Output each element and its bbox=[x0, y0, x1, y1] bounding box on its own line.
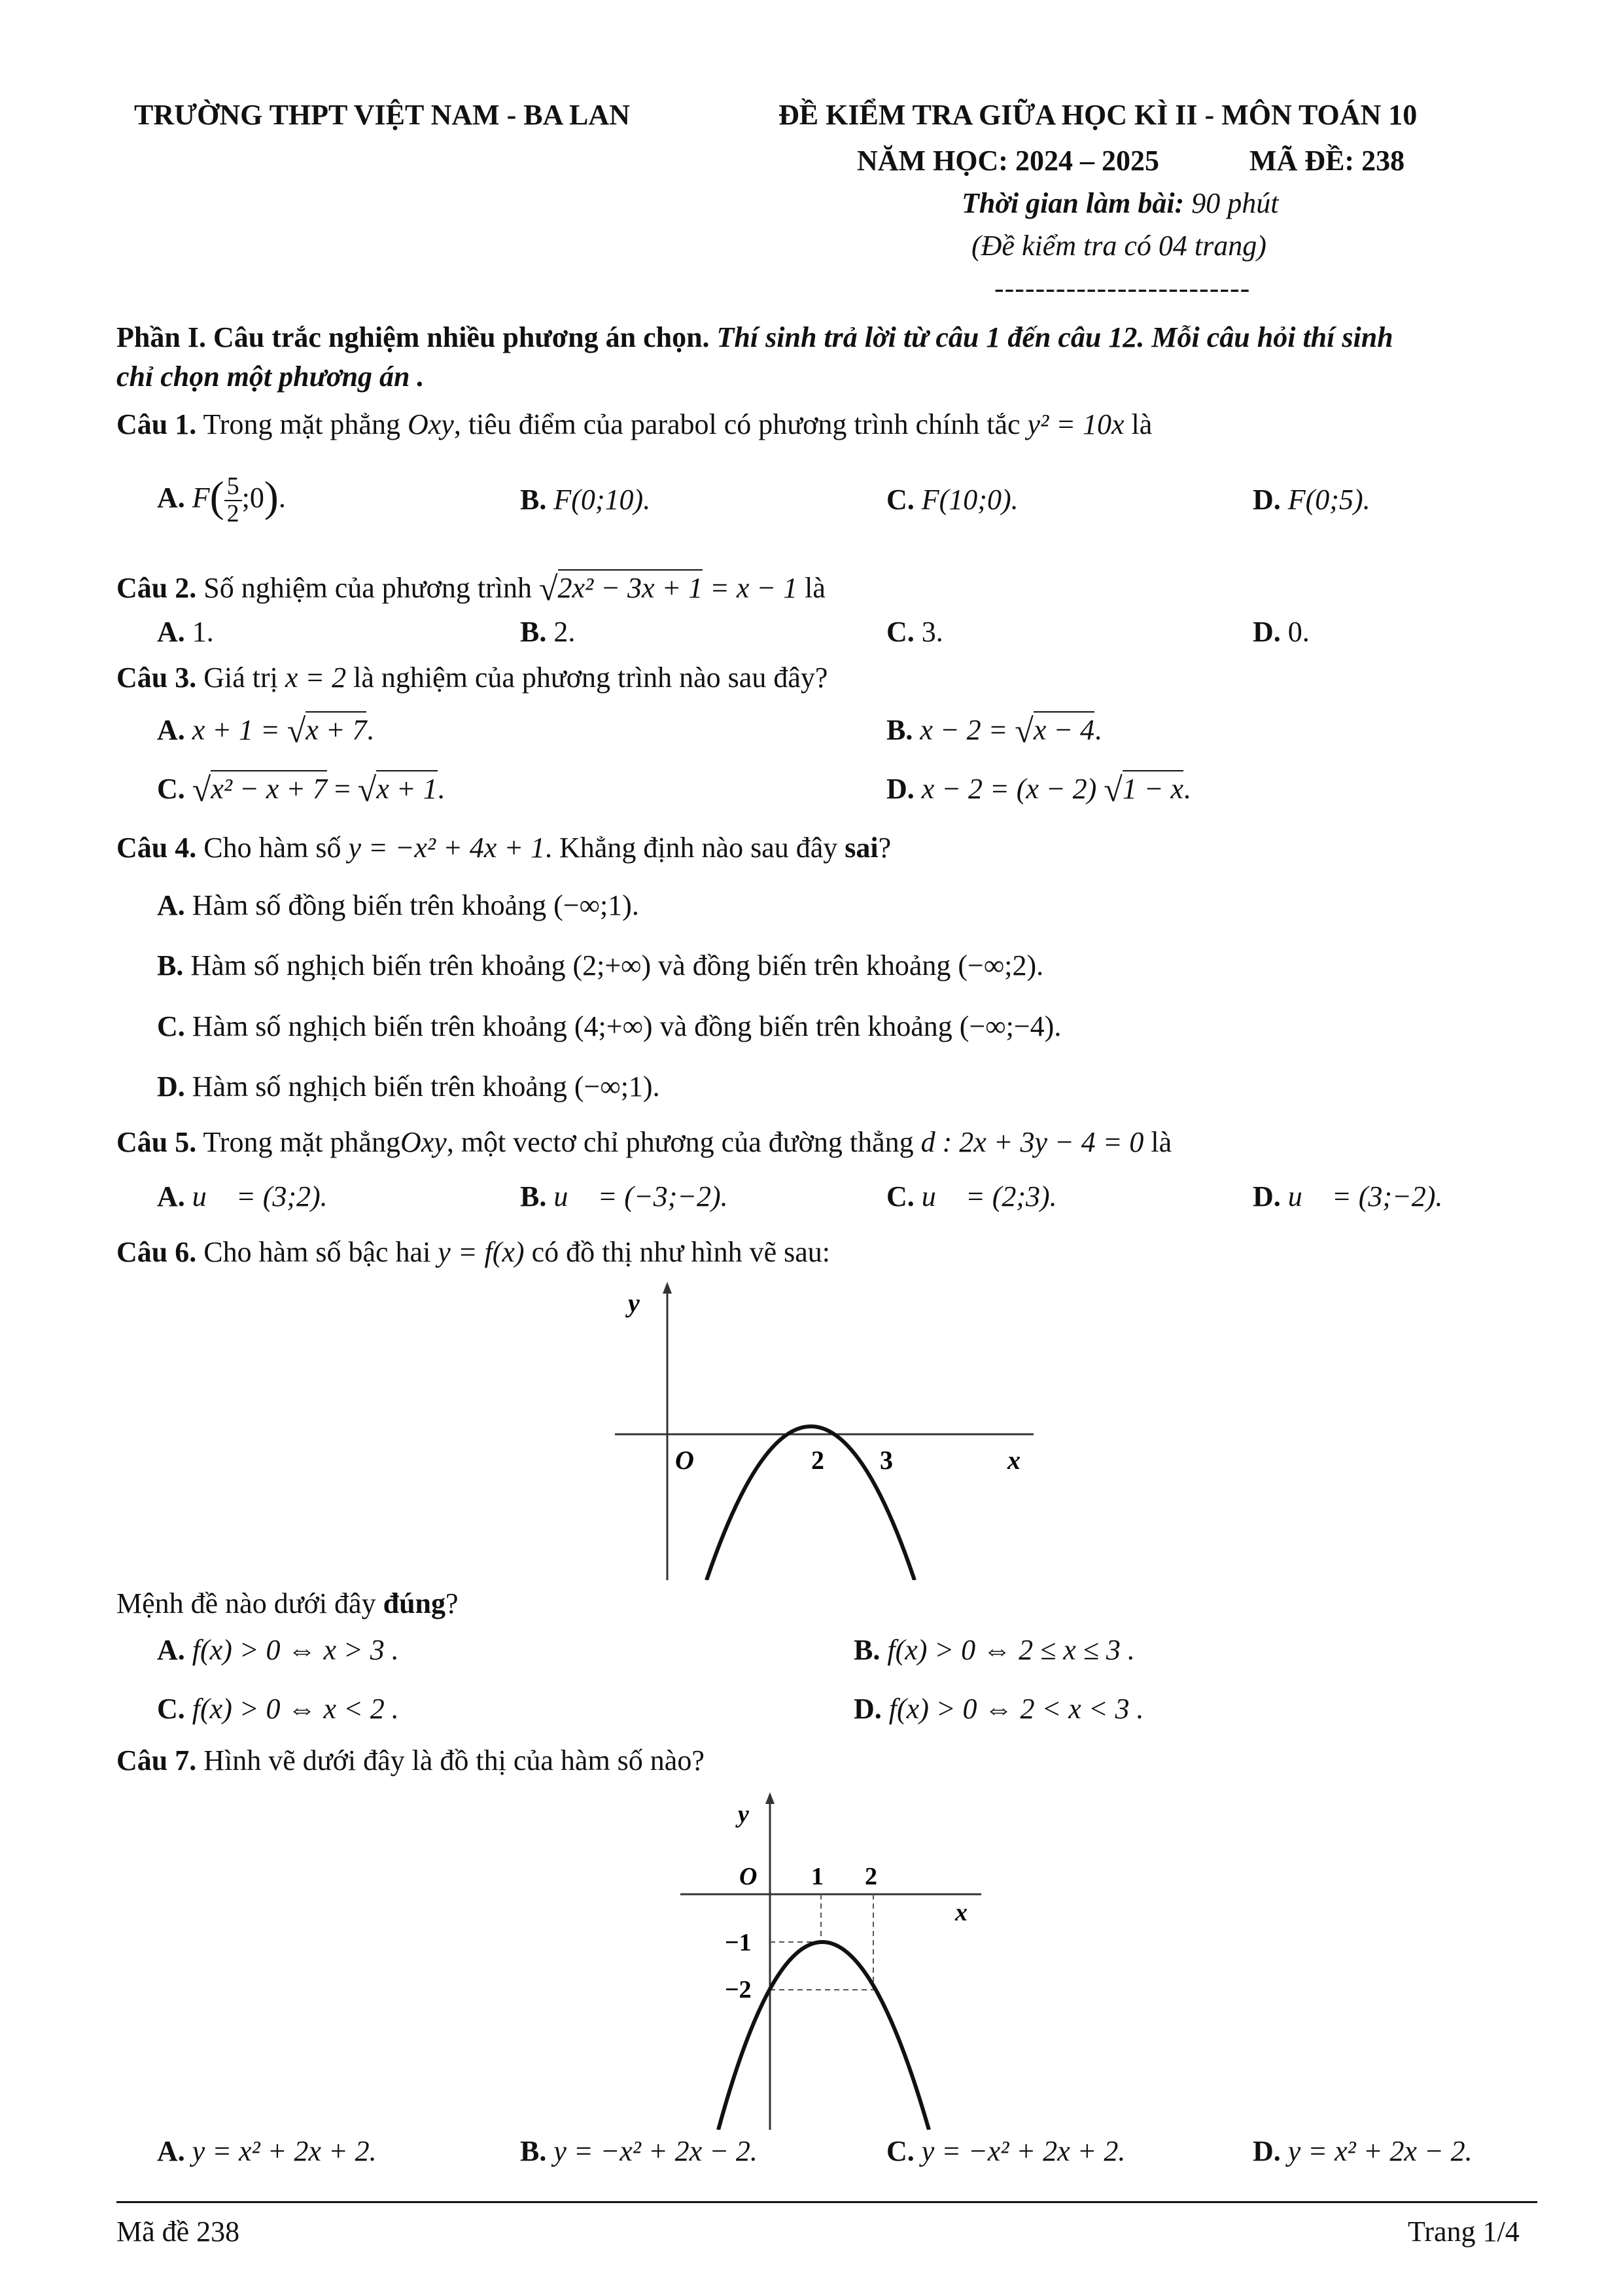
q7-tick-minus1: −1 bbox=[725, 1929, 752, 1956]
header-divider: ------------------------- bbox=[994, 272, 1251, 304]
q1-equation: y² = 10x bbox=[1027, 408, 1125, 440]
q6-y-arrow bbox=[663, 1282, 672, 1294]
q2-radicand: 2x² − 3x + 1 bbox=[558, 569, 703, 604]
q1-option-b[interactable] bbox=[520, 483, 650, 516]
q6-text-b: có đồ thị như hình vẽ sau: bbox=[531, 1236, 831, 1268]
option-letter: B. bbox=[520, 484, 547, 516]
q4-option-a[interactable]: A. Hàm số đồng biến trên khoảng (−∞;1). bbox=[157, 889, 639, 921]
q3-option-c[interactable]: C. √x² − x + 7 = √x + 1. bbox=[157, 771, 445, 809]
footer-exam-code: Mã đề 238 bbox=[116, 2216, 240, 2248]
q6-prompt: Mệnh đề nào dưới đây đúng? bbox=[116, 1587, 459, 1619]
q2-stem: Câu 2. Số nghiệm của phương trình √2x² − 3x + 1 = x − 1 là bbox=[116, 571, 826, 608]
q3-text-b: là nghiệm của phương trình nào sau đây? bbox=[353, 662, 828, 694]
q1-option-d[interactable] bbox=[1253, 483, 1370, 516]
q7-tick-1: 1 bbox=[811, 1863, 824, 1890]
q1-text-b: , tiêu điểm của parabol có phương trình chính tắc bbox=[453, 408, 1021, 440]
q5-label: Câu 5. bbox=[116, 1126, 197, 1158]
q4-option-d[interactable]: D. Hàm số nghịch biến trên khoảng (−∞;1). bbox=[157, 1070, 660, 1103]
q6-x-label: x bbox=[1007, 1445, 1021, 1475]
q2-tail: là bbox=[805, 572, 826, 604]
q5-option-c[interactable]: C. u⃗ = (2;3). bbox=[886, 1180, 1057, 1212]
q6-math: y = f(x) bbox=[438, 1236, 525, 1268]
q6-y-label: y bbox=[628, 1288, 640, 1318]
q4-math: y = −x² + 4x + 1 bbox=[348, 832, 546, 864]
q3-option-b[interactable]: B. x − 2 = √x − 4. bbox=[886, 713, 1102, 750]
q1-option-c[interactable] bbox=[886, 483, 1019, 516]
q6-stem bbox=[116, 1235, 830, 1270]
time-limit bbox=[962, 186, 1278, 221]
q1-a-f: F bbox=[192, 482, 210, 514]
q1-d-text: F(0;5). bbox=[1287, 484, 1370, 516]
q7-graph bbox=[674, 1790, 981, 2130]
exam-title: ĐỀ KIỂM TRA GIỮA HỌC KÌ II - MÔN TOÁN 10 bbox=[778, 99, 1418, 131]
q5-text: Trong mặt phẳng bbox=[203, 1126, 400, 1158]
q6-option-b[interactable]: B. f(x) > 0 ⇔ 2 ≤ x ≤ 3 . bbox=[854, 1634, 1135, 1666]
q2-option-b[interactable]: B. 2. bbox=[520, 616, 576, 648]
q1-tail: là bbox=[1131, 408, 1153, 440]
q3-text: Giá trị bbox=[203, 662, 278, 694]
q7-tick-2: 2 bbox=[865, 1863, 877, 1890]
exam-code: MÃ ĐỀ: 238 bbox=[1249, 145, 1405, 177]
q1-label: Câu 1. bbox=[116, 408, 197, 440]
q7-y-arrow bbox=[765, 1792, 775, 1804]
q4-text: Cho hàm số bbox=[203, 832, 341, 864]
q1-option-a[interactable]: A. F( $\frac{5}{2}$ ;0). bbox=[157, 472, 286, 527]
q2-text: Số nghiệm của phương trình bbox=[203, 572, 532, 604]
q6-tick-3: 3 bbox=[880, 1445, 893, 1475]
q1-math: Oxy bbox=[407, 408, 454, 440]
q7-x-label: x bbox=[955, 1899, 968, 1926]
q4-option-b[interactable]: B. Hàm số nghịch biến trên khoảng (2;+∞) và đồng biến trên khoảng (−∞;2). bbox=[157, 949, 1044, 981]
q5-equation: d : 2x + 3y − 4 = 0 bbox=[920, 1126, 1144, 1158]
footer-rule bbox=[116, 2201, 1537, 2203]
q7-option-c[interactable]: C. y = −x² + 2x + 2. bbox=[886, 2135, 1126, 2167]
q3-math: x = 2 bbox=[285, 662, 347, 694]
q4-stem: Câu 4. Cho hàm số y = −x² + 4x + 1. Khẳng định nào sau đây sai? bbox=[116, 832, 892, 864]
q1-c-text: F(10;0). bbox=[921, 484, 1019, 516]
q5-option-d[interactable]: D. u⃗ = (3;−2). bbox=[1253, 1180, 1443, 1212]
q7-option-a[interactable]: A. y = x² + 2x + 2. bbox=[157, 2135, 377, 2167]
q2-option-d[interactable]: D. 0. bbox=[1253, 616, 1310, 648]
option-letter: C. bbox=[886, 484, 915, 516]
q7-text: Hình vẽ dưới đây là đồ thị của hàm số nào? bbox=[203, 1744, 705, 1776]
q7-stem bbox=[116, 1744, 705, 1778]
q5-option-b[interactable]: B. u⃗ = (−3;−2). bbox=[520, 1180, 728, 1212]
q2-label: Câu 2. bbox=[116, 572, 197, 604]
q3-option-d[interactable]: D. x − 2 = (x − 2) √1 − x. bbox=[886, 771, 1191, 809]
q3-option-a[interactable]: A. x + 1 = √x + 7. bbox=[157, 713, 374, 750]
q7-y-label: y bbox=[738, 1801, 749, 1828]
q2-option-a[interactable]: A. 1. bbox=[157, 616, 214, 648]
q1-a-fraction: $\frac{5}{2}$ bbox=[224, 474, 242, 527]
school-name: TRƯỜNG THPT VIỆT NAM - BA LAN bbox=[134, 99, 630, 131]
q5-text-b: , một vectơ chỉ phương của đường thẳng bbox=[446, 1126, 914, 1158]
q6-text: Cho hàm số bậc hai bbox=[203, 1236, 431, 1268]
q4-option-c[interactable]: C. Hàm số nghịch biến trên khoảng (4;+∞) và đồng biến trên khoảng (−∞;−4). bbox=[157, 1010, 1062, 1042]
q6-tick-2: 2 bbox=[811, 1445, 824, 1475]
q7-origin-label: O bbox=[739, 1863, 758, 1890]
q3-stem bbox=[116, 661, 828, 696]
part1-title: Phần I. Câu trắc nghiệm nhiều phương án chọn. bbox=[116, 321, 710, 353]
q4-label: Câu 4. bbox=[116, 832, 197, 864]
pages-note: (Đề kiểm tra có 04 trang) bbox=[971, 230, 1266, 262]
q7-tick-minus2: −2 bbox=[725, 1976, 752, 2004]
school-year: NĂM HỌC: 2024 – 2025 bbox=[857, 145, 1159, 177]
option-letter: A. bbox=[157, 482, 185, 514]
q4-text-b: . Khẳng định nào sau đây bbox=[545, 832, 838, 864]
q7-parabola bbox=[718, 1942, 929, 2130]
q7-option-b[interactable]: B. y = −x² + 2x − 2. bbox=[520, 2135, 758, 2167]
q6-label: Câu 6. bbox=[116, 1236, 197, 1268]
q7-option-d[interactable]: D. y = x² + 2x − 2. bbox=[1253, 2135, 1473, 2167]
q2-option-c[interactable]: C. 3. bbox=[886, 616, 943, 648]
q6-origin-label: O bbox=[675, 1445, 694, 1475]
q6-option-d[interactable]: D. f(x) > 0 ⇔ 2 < x < 3 . bbox=[854, 1693, 1144, 1725]
q2-rhs: = x − 1 bbox=[710, 572, 798, 604]
time-label: Thời gian làm bài: bbox=[962, 187, 1185, 219]
part1-instruction: Thí sinh trả lời từ câu 1 đến câu 12. Mỗi câu hỏi thí sinh bbox=[716, 321, 1393, 353]
footer-page-number: Trang 1/4 bbox=[1408, 2216, 1520, 2248]
q6-option-c[interactable]: C. f(x) > 0 ⇔ x < 2 . bbox=[157, 1693, 399, 1725]
q7-label: Câu 7. bbox=[116, 1744, 197, 1776]
time-value: 90 phút bbox=[1191, 187, 1279, 219]
q6-option-a[interactable]: A. f(x) > 0 ⇔ x > 3 . bbox=[157, 1634, 399, 1666]
option-letter: D. bbox=[1253, 484, 1281, 516]
q1-text: Trong mặt phẳng bbox=[203, 408, 400, 440]
q5-option-a[interactable]: A. u⃗ = (3;2). bbox=[157, 1180, 328, 1212]
part1-instruction-cont: chỉ chọn một phương án . bbox=[116, 361, 425, 393]
q3-label: Câu 3. bbox=[116, 662, 197, 694]
q5-stem: Câu 5. Trong mặt phẳngOxy, một vectơ chỉ phương của đường thẳng d : 2x + 3y − 4 = 0 là bbox=[116, 1126, 1172, 1158]
part1-heading bbox=[116, 321, 1393, 355]
q1-stem bbox=[116, 408, 1152, 442]
q5-math: Oxy bbox=[400, 1126, 447, 1158]
q6-graph bbox=[615, 1279, 1034, 1580]
q1-b-text: F(0;10). bbox=[553, 484, 651, 516]
q4-bold: sai bbox=[845, 832, 879, 864]
